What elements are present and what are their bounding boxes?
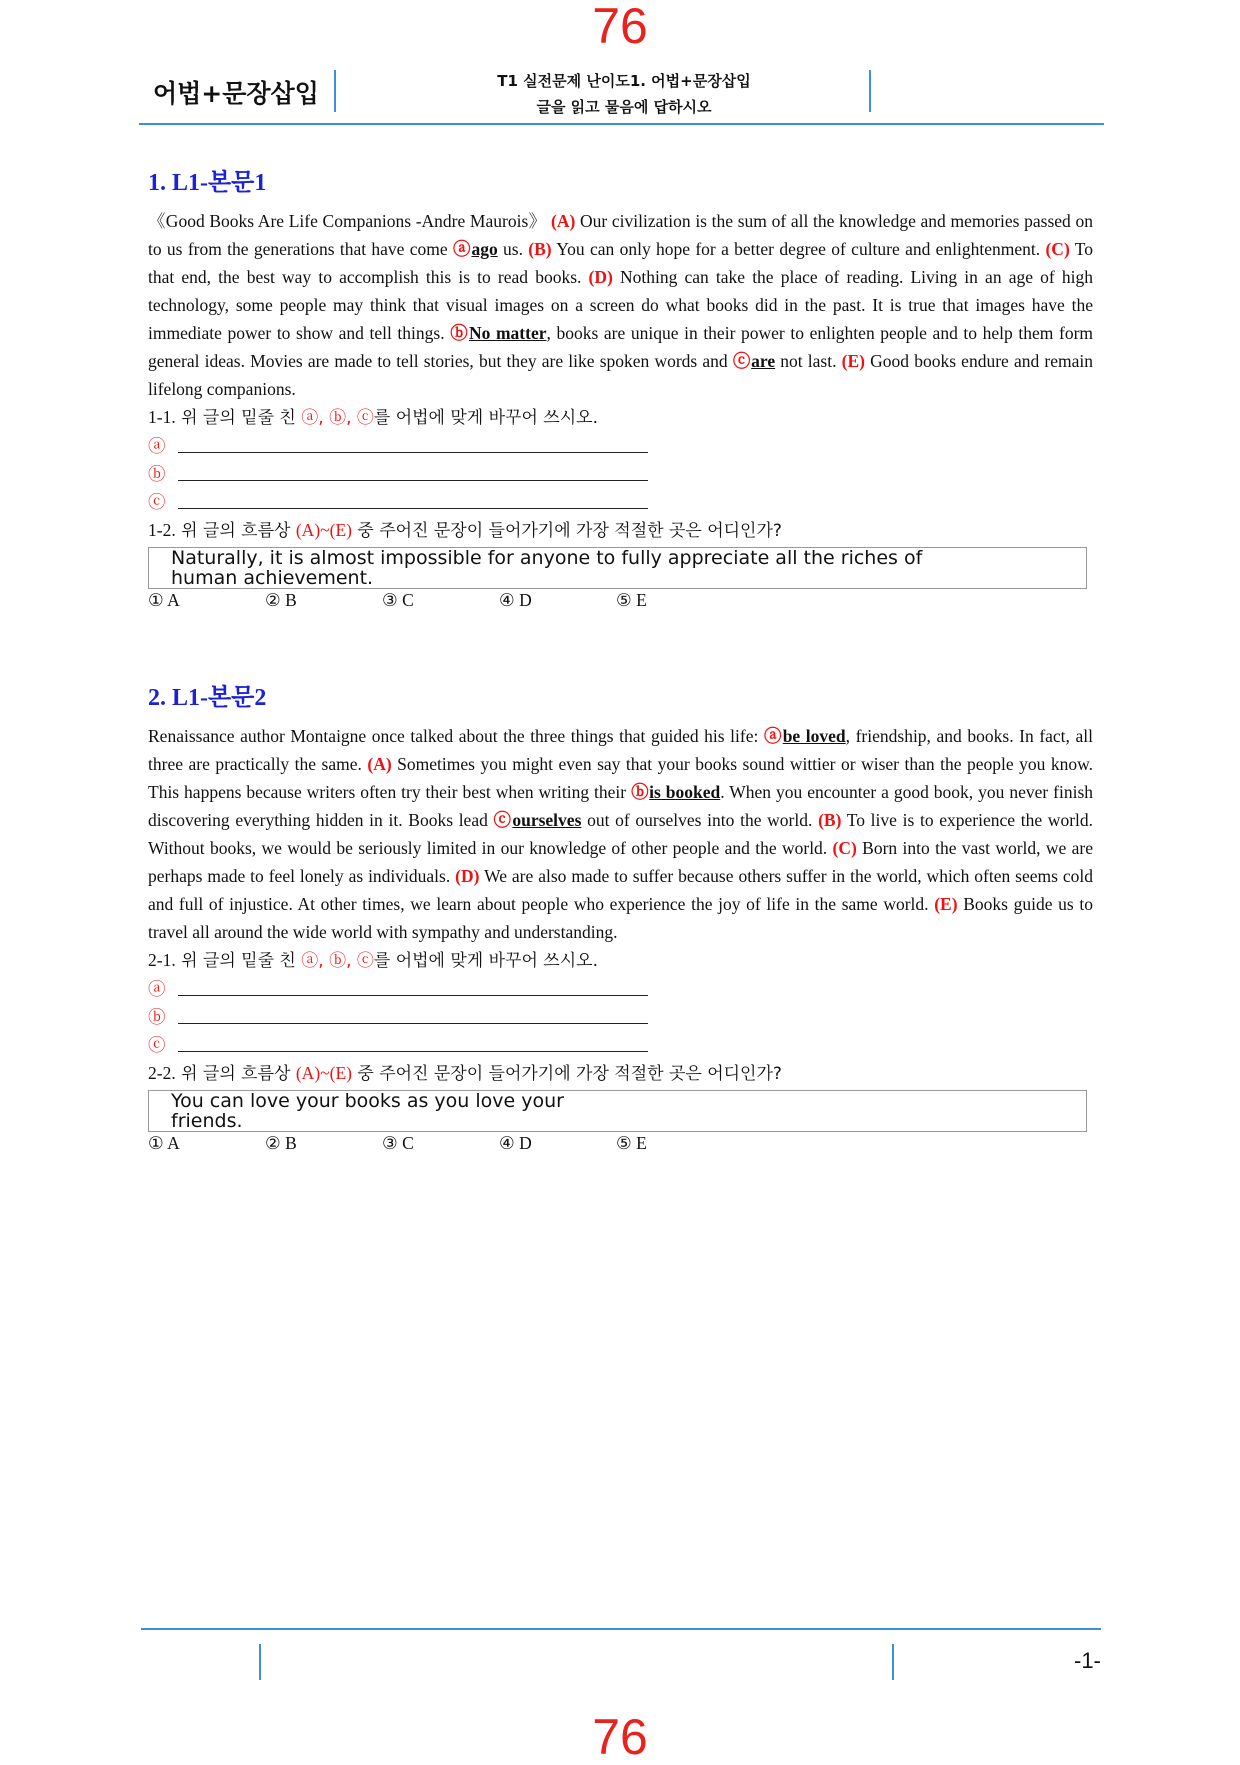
choice-b[interactable]: ② B (265, 590, 297, 610)
underlined-phrase: is booked (649, 782, 721, 802)
footer-divider-right (892, 1644, 894, 1680)
given-sentence-box (148, 1090, 1087, 1132)
underlined-phrase: No matter (468, 323, 547, 343)
circled-label: ⓑ (450, 323, 469, 343)
insertion-marker: (E) (841, 351, 865, 371)
footer-rule (141, 1628, 1101, 1630)
circled-label: ⓒ (732, 351, 752, 371)
passage-text: Nothing can take the place of reading. Living in an age of high technology, some people may think that visual images on a screen do what books did in the past. It is true that images have the immediate power to show and tell things. (148, 267, 1093, 343)
answer-choices (148, 589, 1093, 611)
choice-a[interactable]: ① A (148, 1133, 180, 1153)
question-marks: ⓐ, ⓑ, ⓒ (301, 951, 374, 971)
question-number: 1-1. (148, 407, 176, 427)
question-grammar: 2-1. 위 글의 밑줄 친 ⓐ, ⓑ, ⓒ를 어법에 맞게 바꾸어 쓰시오. (148, 950, 598, 971)
header-rule (139, 123, 1104, 125)
page-header (139, 64, 1104, 126)
passage-text: us. (497, 239, 529, 259)
insertion-marker: (B) (818, 810, 842, 830)
insertion-marker: (C) (832, 838, 857, 858)
choice-b[interactable]: ② B (265, 1133, 297, 1153)
question-insertion: 2-2. 위 글의 흐름상 (A)~(E) 중 주어진 문장이 들어가기에 가장 적절한 곳은 어디인가? (148, 1063, 782, 1084)
choice-d[interactable]: ④ D (499, 1133, 532, 1153)
passage (148, 722, 1093, 946)
answer-line-c[interactable]: ⓒ (148, 1031, 1093, 1059)
question-range: (A)~(E) (295, 1063, 352, 1083)
insertion-marker: (D) (455, 866, 480, 886)
underlined-phrase: are (751, 351, 776, 371)
insertion-marker: (D) (588, 267, 613, 287)
question-range: (A)~(E) (295, 520, 352, 540)
answer-line-b[interactable]: ⓑ (148, 460, 1093, 488)
choice-c[interactable]: ③ C (382, 1133, 414, 1153)
question-insertion: 1-2. 위 글의 흐름상 (A)~(E) 중 주어진 문장이 들어가기에 가장 적절한 곳은 어디인가? (148, 520, 782, 541)
passage-text: Our civilization is the sum of all the knowledge and memories passed on to us from the generations that have come (148, 211, 1093, 259)
passage-text: out of ourselves into the world. (581, 810, 819, 830)
passage-text: Books guide us to travel all around the wide world with sympathy and understanding. (148, 894, 1093, 942)
insertion-marker: (C) (1045, 239, 1070, 259)
question-number: 2-2. (148, 1063, 176, 1083)
choice-c[interactable]: ③ C (382, 590, 414, 610)
passage-text: Renaissance author Montaigne once talked about the three things that guided his life: (148, 726, 764, 746)
section-title: 2. L1-본문2 (148, 685, 267, 711)
passage (148, 207, 1093, 403)
passage-text: Sometimes you might even say that your books sound wittier or wiser than the people you know. This happens because writers often try their best when writing their (148, 754, 1093, 802)
worksheet-content (148, 168, 1093, 1154)
passage-text: . When you encounter a good book, you never finish discovering everything hidden in it. Books lead (148, 782, 1094, 830)
header-divider-right (869, 70, 871, 112)
insertion-marker: (A) (551, 211, 576, 231)
given-sentence-line: friends. (171, 1110, 243, 1132)
given-sentence-line: You can love your books as you love your (171, 1090, 564, 1112)
question-number: 1-2. (148, 520, 176, 540)
answer-line-a[interactable]: ⓐ (148, 432, 1093, 460)
circled-label: ⓑ (631, 782, 650, 802)
passage-text: , friendship, and books. In fact, all three are practically the same. (148, 726, 1094, 774)
question-marks: ⓐ, ⓑ, ⓒ (301, 408, 374, 428)
question-section (148, 683, 1093, 1154)
page-number-bottom: 76 (592, 1709, 648, 1765)
header-line2: 글을 읽고 물음에 답하시오 (536, 98, 712, 116)
question-grammar: 1-1. 위 글의 밑줄 친 ⓐ, ⓑ, ⓒ를 어법에 맞게 바꾸어 쓰시오. (148, 407, 598, 428)
footer-page-number: -1- (1074, 1648, 1101, 1673)
passage-text: Good books endure and remain lifelong companions. (148, 351, 1093, 399)
header-line1: T1 실전문제 난이도1. 어법+문장삽입 (497, 72, 751, 90)
header-divider-left (334, 70, 336, 112)
header-instructions (439, 68, 809, 120)
section-title: 1. L1-본문1 (148, 170, 267, 196)
given-sentence-line: human achievement. (171, 567, 374, 589)
page-number-top: 76 (592, 0, 648, 54)
answer-choices (148, 1132, 1093, 1154)
choice-e[interactable]: ⑤ E (616, 590, 647, 610)
passage-text: You can only hope for a better degree of culture and enlightenment. (551, 239, 1046, 259)
circled-label: ⓒ (493, 810, 513, 830)
answer-line-a[interactable]: ⓐ (148, 975, 1093, 1003)
insertion-marker: (B) (528, 239, 552, 259)
circled-label: ⓐ (452, 239, 472, 259)
passage-text: not last. (775, 351, 842, 371)
passage-text: We are also made to suffer because others suffer in the world, which often seems cold and full of injustice. At other times, we learn about people who experience the joy of life in the same world. (148, 866, 1093, 914)
footer-divider-left (259, 1644, 261, 1680)
passage-text: To live is to experience the world. Without books, we would be seriously limited in our knowledge of other people and the world. (148, 810, 1094, 858)
given-sentence-box (148, 547, 1087, 589)
question-number: 2-1. (148, 950, 176, 970)
given-sentence-line: Naturally, it is almost impossible for anyone to fully appreciate all the riches of (171, 547, 923, 569)
underlined-phrase: ourselves (512, 810, 582, 830)
choice-e[interactable]: ⑤ E (616, 1133, 647, 1153)
answer-line-b[interactable]: ⓑ (148, 1003, 1093, 1031)
circled-label: ⓐ (763, 726, 783, 746)
choice-a[interactable]: ① A (148, 590, 180, 610)
underlined-phrase: be loved (782, 726, 846, 746)
insertion-marker: (A) (367, 754, 392, 774)
passage-text: , books are unique in their power to enlighten people and to help them form general ideas. Movies are made to tell stories, but they are like spoken words and (148, 323, 1094, 371)
insertion-marker: (E) (934, 894, 958, 914)
header-title: 어법+문장삽입 (153, 79, 319, 108)
choice-d[interactable]: ④ D (499, 590, 532, 610)
passage-text: 《Good Books Are Life Companions -Andre Maurois》 (148, 211, 552, 231)
underlined-phrase: ago (471, 239, 498, 259)
passage-text: Born into the vast world, we are perhaps made to feel lonely as individuals. (148, 838, 1093, 886)
question-section (148, 168, 1093, 611)
answer-line-c[interactable]: ⓒ (148, 488, 1093, 516)
passage-text: To that end, the best way to accomplish this is to read books. (148, 239, 1094, 287)
